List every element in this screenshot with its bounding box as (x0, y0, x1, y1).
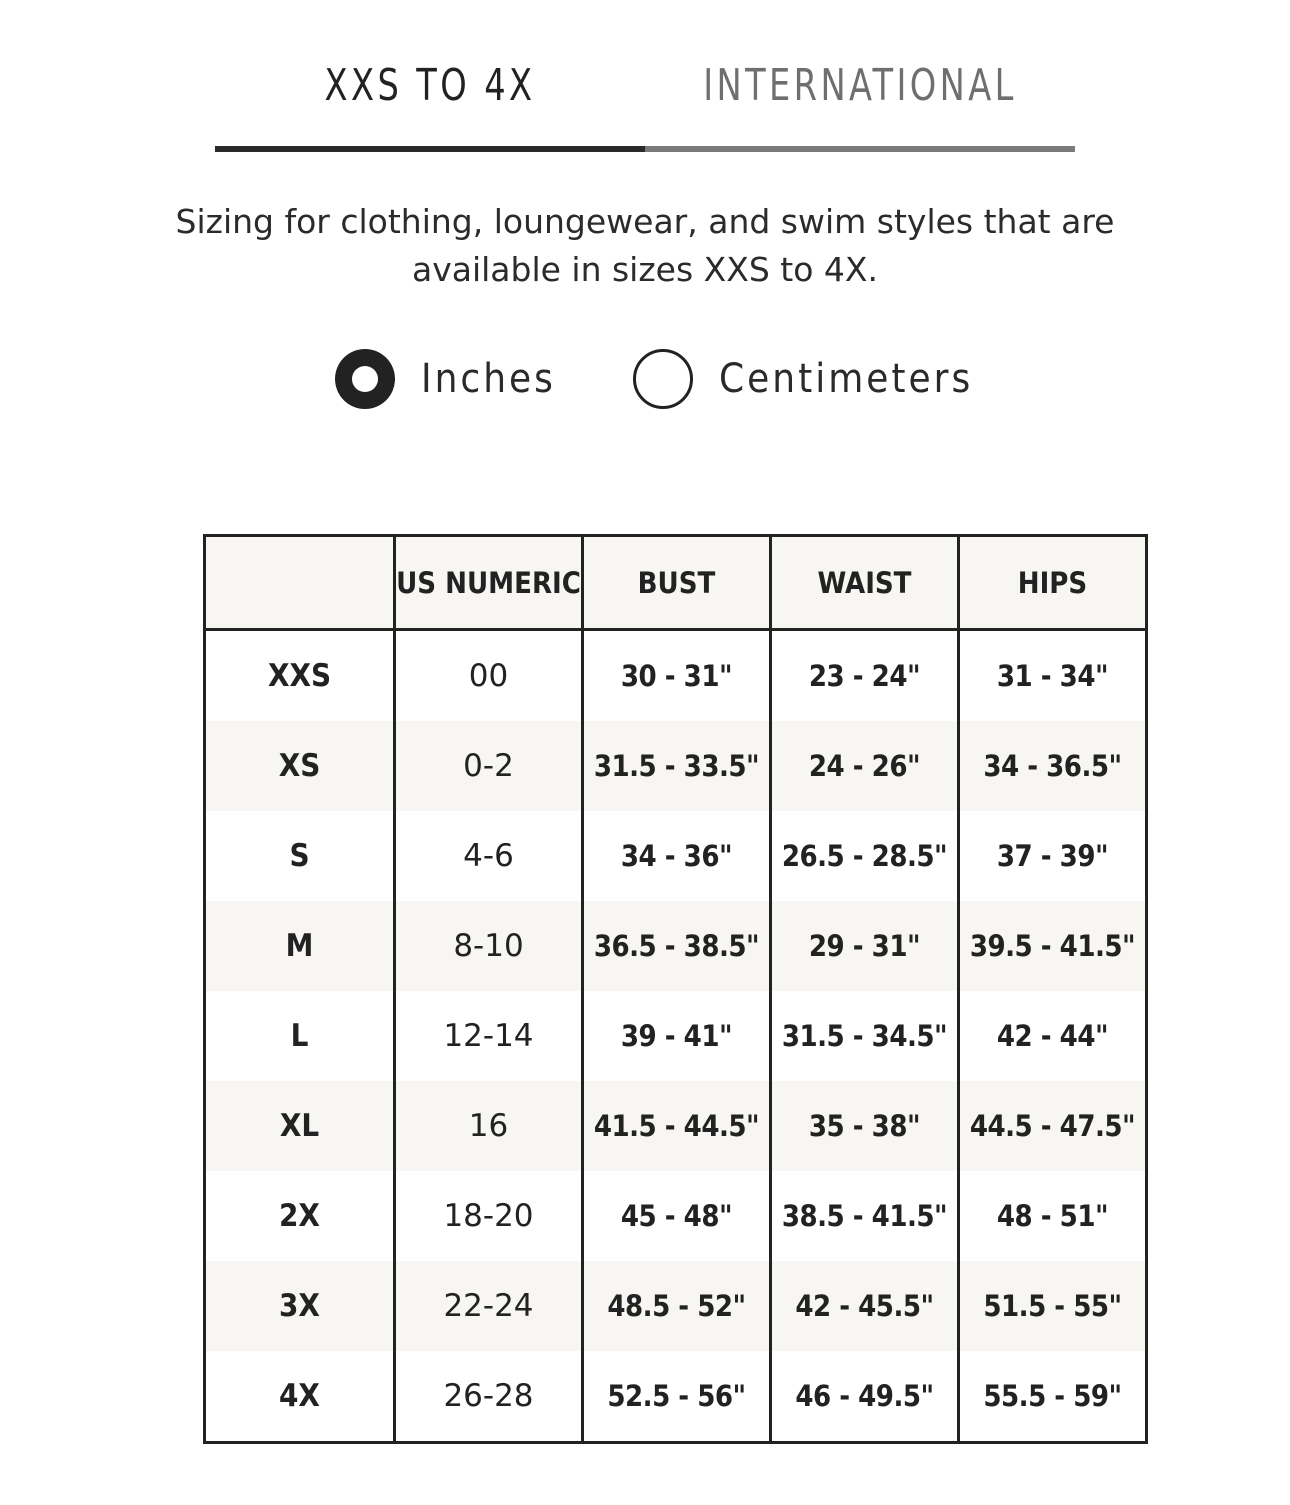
header-bust: BUST (583, 536, 771, 630)
header-hips: HIPS (959, 536, 1147, 630)
hips-cell: 42 - 44" (959, 991, 1147, 1081)
us-numeric-cell: 4-6 (395, 811, 583, 901)
header-size-empty (205, 536, 395, 630)
size-chart-table (203, 534, 1148, 1444)
waist-cell: 42 - 45.5" (771, 1261, 959, 1351)
tab-xxs-to-4x-label: XXS TO 4X (324, 60, 536, 111)
tab-active-underline (215, 146, 645, 152)
size-label-cell: XS (205, 721, 395, 811)
waist-cell: 23 - 24" (771, 630, 959, 722)
hips-cell: 39.5 - 41.5" (959, 901, 1147, 991)
unit-radio-inches-label: Inches (421, 356, 556, 402)
unit-radio-centimeters-label: Centimeters (719, 356, 974, 402)
header-waist: WAIST (771, 536, 959, 630)
table-row (205, 991, 1147, 1081)
tab-inactive-underline (645, 146, 1075, 152)
table-row (205, 901, 1147, 991)
table-row (205, 1081, 1147, 1171)
us-numeric-cell: 18-20 (395, 1171, 583, 1261)
hips-cell: 37 - 39" (959, 811, 1147, 901)
header-us-numeric: US NUMERIC (395, 536, 583, 630)
bust-cell: 30 - 31" (583, 630, 771, 722)
waist-cell: 26.5 - 28.5" (771, 811, 959, 901)
bust-cell: 34 - 36" (583, 811, 771, 901)
bust-cell: 45 - 48" (583, 1171, 771, 1261)
us-numeric-cell: 26-28 (395, 1351, 583, 1443)
us-numeric-cell: 00 (395, 630, 583, 722)
size-label-cell: XXS (205, 630, 395, 722)
us-numeric-cell: 8-10 (395, 901, 583, 991)
bust-cell: 41.5 - 44.5" (583, 1081, 771, 1171)
table-row (205, 630, 1147, 722)
table-row (205, 1171, 1147, 1261)
us-numeric-cell: 22-24 (395, 1261, 583, 1351)
radio-unselected-icon (633, 349, 693, 409)
size-label-cell: S (205, 811, 395, 901)
size-label-cell: M (205, 901, 395, 991)
hips-cell: 48 - 51" (959, 1171, 1147, 1261)
size-tabs (215, 40, 1075, 152)
bust-cell: 39 - 41" (583, 991, 771, 1081)
waist-cell: 46 - 49.5" (771, 1351, 959, 1443)
hips-cell: 31 - 34" (959, 630, 1147, 722)
hips-cell: 51.5 - 55" (959, 1261, 1147, 1351)
tab-xxs-to-4x[interactable] (215, 40, 645, 152)
hips-cell: 55.5 - 59" (959, 1351, 1147, 1443)
tab-international[interactable] (645, 40, 1075, 152)
hips-cell: 34 - 36.5" (959, 721, 1147, 811)
unit-radio-inches[interactable] (335, 348, 575, 410)
hips-cell: 44.5 - 47.5" (959, 1081, 1147, 1171)
size-label-cell: XL (205, 1081, 395, 1171)
size-label-cell: L (205, 991, 395, 1081)
waist-cell: 35 - 38" (771, 1081, 959, 1171)
waist-cell: 29 - 31" (771, 901, 959, 991)
us-numeric-cell: 16 (395, 1081, 583, 1171)
waist-cell: 38.5 - 41.5" (771, 1171, 959, 1261)
table-row (205, 721, 1147, 811)
waist-cell: 31.5 - 34.5" (771, 991, 959, 1081)
bust-cell: 52.5 - 56" (583, 1351, 771, 1443)
us-numeric-cell: 0-2 (395, 721, 583, 811)
size-label-cell: 3X (205, 1261, 395, 1351)
radio-selected-icon (335, 349, 395, 409)
us-numeric-cell: 12-14 (395, 991, 583, 1081)
bust-cell: 48.5 - 52" (583, 1261, 771, 1351)
table-row (205, 1351, 1147, 1443)
tab-international-label: INTERNATIONAL (703, 60, 1017, 111)
unit-radio-centimeters[interactable] (633, 348, 973, 410)
size-label-cell: 2X (205, 1171, 395, 1261)
bust-cell: 36.5 - 38.5" (583, 901, 771, 991)
table-row (205, 1261, 1147, 1351)
waist-cell: 24 - 26" (771, 721, 959, 811)
size-label-cell: 4X (205, 1351, 395, 1443)
bust-cell: 31.5 - 33.5" (583, 721, 771, 811)
size-chart-description: Sizing for clothing, loungewear, and swim styles that are available in sizes XXS to 4X. (175, 202, 1115, 289)
table-row (205, 811, 1147, 901)
table-header-row (205, 536, 1147, 630)
